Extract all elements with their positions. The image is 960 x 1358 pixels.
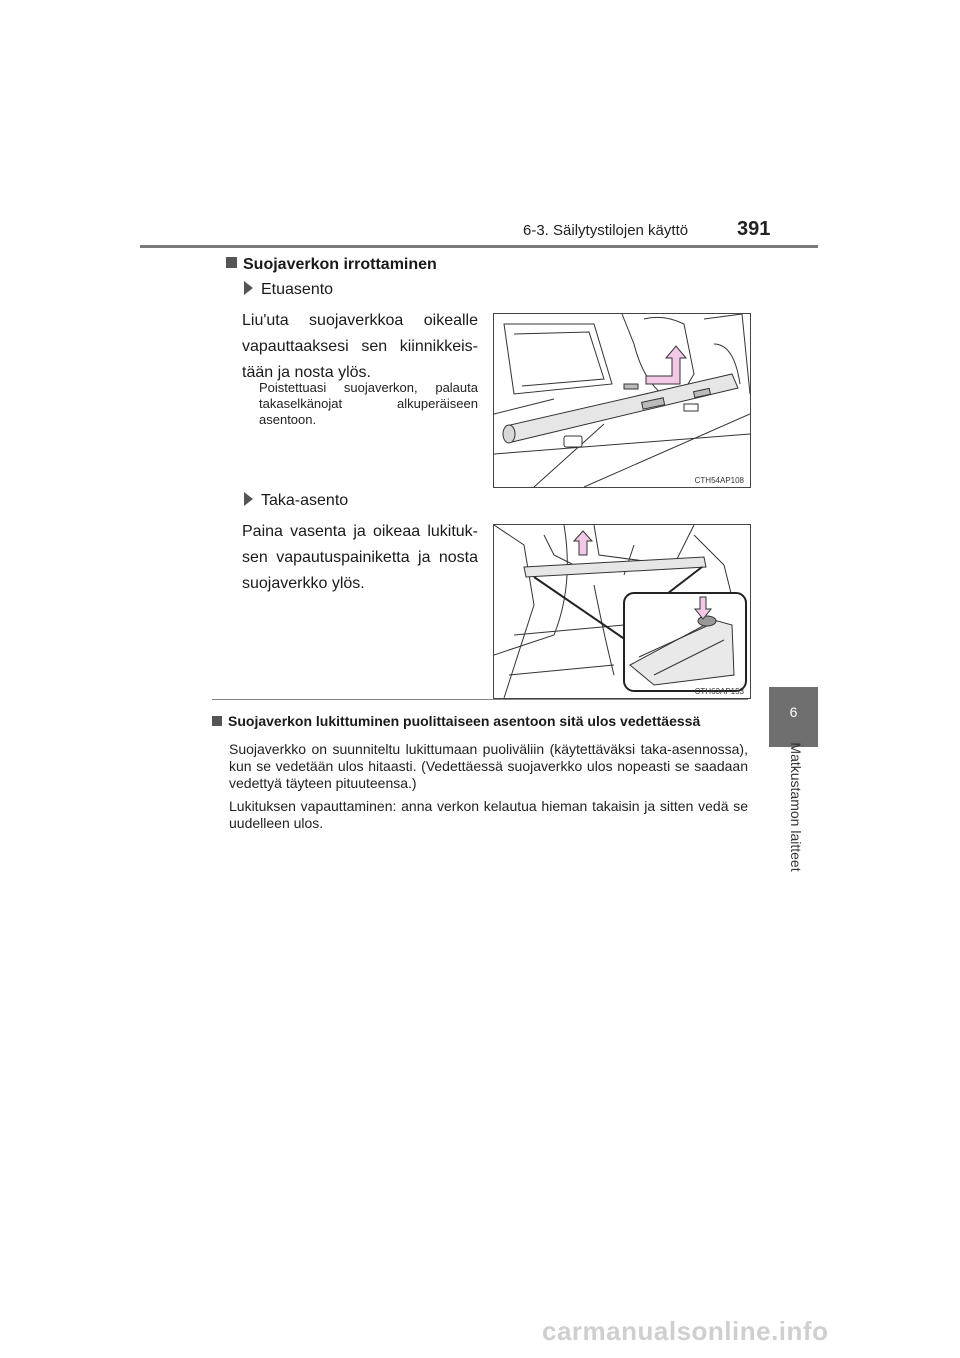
figure-code: CTH63AP153 [694,687,744,696]
subheading-rear-text: Taka-asento [261,492,349,509]
triangle-bullet-icon [244,281,253,295]
up-arrow-icon [646,346,686,384]
up-arrow-icon [574,531,592,555]
square-bullet-icon [212,716,222,726]
front-note: Poistettuasi suojaverkon, palauta takaselkänojat alkuperäiseen asentoon. [259,380,478,427]
chapter-label: Matkustamon laitteet [788,742,804,872]
section-divider [212,699,748,700]
subsection-heading-text: Suojaverkon lukittuminen puolittaiseen asentoon sitä ulos vedettäessä [228,713,701,729]
cargo-cover-rear-illustration [494,525,750,698]
figure-rear-position [493,524,751,699]
subsection-heading [212,713,700,729]
chapter-number: 6 [789,704,798,720]
section-heading-text: Suojaverkon irrottaminen [243,256,437,273]
section-heading [226,256,437,274]
running-header-section: 6-3. Säilytystilojen käyttö [523,222,689,239]
subheading-rear [244,492,348,510]
figure-code: CTH54AP108 [694,476,744,485]
rear-instruction: Paina vasenta ja oikeaa lukituksen vapautuspainiketta ja nosta suojaverkko ylös. [242,523,478,592]
subheading-front-text: Etuasento [261,281,334,298]
header-divider [140,245,818,248]
figure-front-position [493,313,751,488]
subheading-front [244,281,333,299]
paragraph-1: Suojaverkko on suunniteltu lukittumaan puoliväliin (käytettäväksi taka-asennossa), kun se vedetään ulos hitaasti. (Vedettäessä suojaverkko ulos nopeasti se saadaan vedettyä täyteen pituuteensa.) [229,741,748,791]
page-number: 391 [737,218,771,240]
triangle-bullet-icon [244,492,253,506]
paragraph-2: Lukituksen vapauttaminen: anna verkon kelautua hieman takaisin ja sitten vedä se uudelleen ulos. [229,798,748,831]
watermark: carmanualsonline.info [542,1316,829,1346]
square-bullet-icon [226,257,237,268]
front-instruction: Liu'uta suojaverkkoa oikealle vapauttaaksesi sen kiinnikkeistään ja nosta ylös. [242,312,478,381]
cargo-cover-front-illustration [494,314,750,487]
